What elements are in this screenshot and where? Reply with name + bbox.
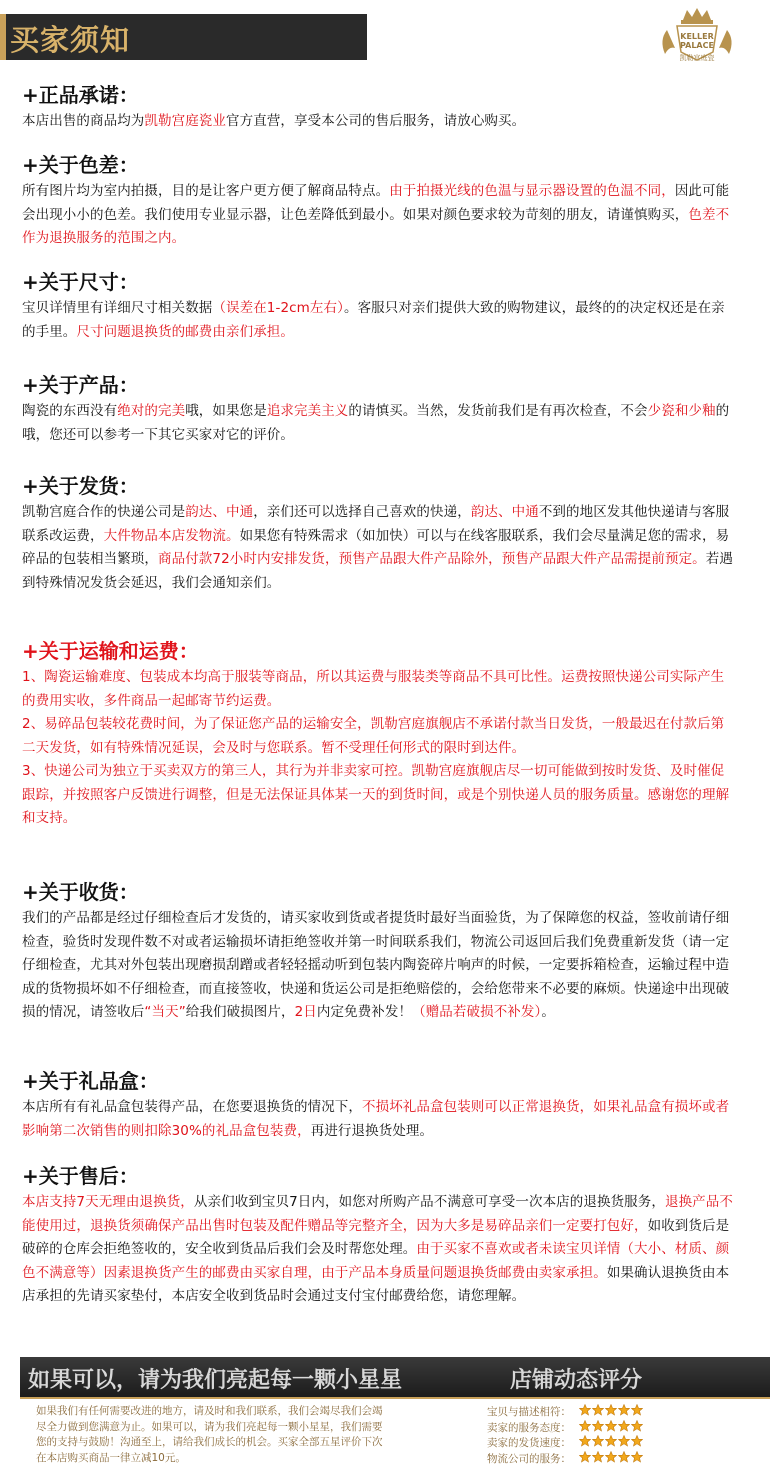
star-icon bbox=[579, 1404, 591, 1416]
section-receiving bbox=[22, 878, 734, 1025]
body-text: 内定免费补发！ bbox=[316, 1004, 413, 1020]
highlight-text: 2日 bbox=[294, 1004, 317, 1020]
star-icon bbox=[631, 1420, 643, 1432]
star-icon bbox=[592, 1420, 604, 1432]
body-text: 本店所有有礼品盒包装得产品，在您要退换货的情况下， bbox=[22, 1099, 362, 1115]
star-icon bbox=[592, 1435, 604, 1447]
rating-label: 宝贝与描述相符： bbox=[487, 1406, 571, 1418]
highlight-text: 2、易碎品包装较花费时间，为了保证您产品的运输安全，凯勒宫庭旗舰店不承诺付款当日发货，一般最迟在付款后第二天发货，如有特殊情况延误，会及时与您联系。暂不受理任何形式的限时到达件。 bbox=[22, 716, 725, 756]
section-body bbox=[22, 907, 734, 1025]
highlight-text: 尺寸问题退换货的邮费由亲们承担。 bbox=[76, 323, 295, 340]
star-icon bbox=[631, 1451, 643, 1463]
rating-label: 卖家的服务态度： bbox=[487, 1421, 571, 1434]
highlight-text: 3、快递公司为独立于买卖双方的第三人，其行为并非卖家可控。凯勒宫庭旗舰店尽一切可能做到按时发货、及时催促跟踪，并按照客户反馈进行调整，但是无法保证具体某一天的到货时间，或是个别快递人员的服务质量。感谢您的理解和支持。 bbox=[22, 763, 730, 826]
rating-row bbox=[487, 1435, 687, 1451]
section-body bbox=[22, 501, 734, 595]
section-title: +关于产品： bbox=[22, 373, 139, 397]
highlight-text: 退换产品不能使用过，退换货须确保产品出售时包装及配件赠品等完整齐全，因为大多是易碎品亲们一定要打包好， bbox=[22, 1194, 733, 1234]
section-color bbox=[22, 151, 734, 251]
star-icon bbox=[579, 1451, 591, 1463]
body-text: 我们的产品都是经过仔细检查后才发货的，请买家收到货或者提货时最好当面验货，为了保障您的权益，签收前请仔细检查，验货时发现件数不对或者运输损坏请拒绝签收并第一时间联系我们，物流公司返回后我们免费重新发货（请一定仔细检查，尤其对外包装出现磨损刮蹭或者轻轻摇动听到包装内陶瓷碎片响声的时候，一定要拆箱检查，运输过程中造成的货物损坏如不仔细检查，而直接签收，快递和货运公司是拒绝赔偿的，会给您带来不必要的麻烦。快递途中出现破损的情况，请签收后 bbox=[22, 910, 730, 1020]
section-title: +关于色差： bbox=[22, 153, 139, 177]
footer-left-title: 如果可以，请为我们亮起每一颗小星星 bbox=[28, 1368, 403, 1393]
star-icon bbox=[592, 1404, 604, 1416]
section-body bbox=[22, 666, 734, 831]
rating-stars bbox=[579, 1453, 644, 1465]
shop-ratings bbox=[487, 1404, 687, 1466]
body-text: 本店出售的商品均为 bbox=[22, 113, 145, 129]
section-body bbox=[22, 180, 734, 251]
logo-cn-text: 凯勒宫庭瓷 bbox=[679, 54, 715, 62]
page-title: 买家须知 bbox=[10, 23, 131, 57]
body-text: 所有图片均为室内拍摄，目的是让客户更方便了解商品特点。 bbox=[22, 183, 390, 199]
section-body bbox=[22, 297, 734, 344]
rating-stars bbox=[579, 1422, 644, 1434]
star-icon bbox=[605, 1435, 617, 1447]
star-icon bbox=[631, 1435, 643, 1447]
section-size bbox=[22, 268, 734, 344]
body-text: 陶瓷的东西没有 bbox=[22, 403, 118, 419]
highlight-text: 本店支持7天无理由退换货， bbox=[22, 1194, 194, 1210]
body-text: 如果您有特殊需求（如加快）可以与在线客服联系，我们会尽量满足您的需求，易碎品的包装相当繁琐， bbox=[22, 527, 730, 567]
section-body bbox=[22, 1096, 734, 1143]
highlight-text: 1、陶瓷运输难度、包装成本均高于服装等商品，所以其运费与服装类等商品不具可比性。运费按照快递公司实际产生的费用实收，多件商品一起邮寄节约运费。 bbox=[22, 669, 725, 709]
body-text: 如果确认退换货由本店承担的先请买家垫付，本店安全收到货品时会通过支付宝付邮费给您，请您理解。 bbox=[22, 1264, 730, 1304]
footer-banner bbox=[20, 1357, 770, 1397]
highlight-text: 由于拍摄光线的色温与显示器设置的色温不同， bbox=[389, 183, 675, 199]
body-text: 宝贝详情里有详细尺寸相关数据 bbox=[22, 300, 213, 316]
rating-row bbox=[487, 1420, 687, 1436]
footer-divider bbox=[20, 1397, 770, 1399]
section-giftbox bbox=[22, 1067, 734, 1143]
banner-accent bbox=[0, 14, 6, 60]
star-icon bbox=[579, 1435, 591, 1447]
star-icon bbox=[579, 1420, 591, 1432]
highlight-text: 追求完美主义 bbox=[266, 403, 349, 419]
highlight-text: 绝对的完美 bbox=[117, 403, 186, 419]
section-title: +关于运输和运费： bbox=[22, 639, 199, 663]
star-icon bbox=[605, 1451, 617, 1463]
star-icon bbox=[618, 1435, 630, 1447]
section-genuine bbox=[22, 81, 734, 134]
body-text: 的哦，您还可以参考一下其它买家对它的评价。 bbox=[22, 403, 730, 443]
body-text: 的请慎买。当然，发货前我们是有再次检查，不会 bbox=[348, 403, 648, 419]
section-title: +关于礼品盒： bbox=[22, 1069, 159, 1093]
section-body bbox=[22, 1191, 734, 1309]
section-title: +关于售后： bbox=[22, 1164, 139, 1188]
star-icon bbox=[605, 1404, 617, 1416]
rating-label: 物流公司的服务： bbox=[487, 1452, 571, 1465]
section-title: +正品承诺： bbox=[22, 83, 139, 107]
star-icon bbox=[631, 1404, 643, 1416]
star-icon bbox=[618, 1451, 630, 1463]
section-aftersale bbox=[22, 1162, 734, 1309]
footer-note: 如果我们有任何需要改进的地方，请及时和我们联系，我们会竭尽我们会竭尽全力做到您满意为止。如果可以，请为我们亮起每一颗小星星，我们需要您的支持与鼓励！沟通至上，请给我们成长的机会。买家全部五星评价下次在本店购买商品一律立减10元。 bbox=[36, 1405, 383, 1464]
highlight-text: “当天” bbox=[144, 1004, 186, 1020]
star-icon bbox=[605, 1420, 617, 1432]
highlight-text: 商品付款72小时内安排发货，预售产品跟大件产品除外，预售产品跟大件产品需提前预定。 bbox=[158, 551, 706, 567]
section-title: +关于发货： bbox=[22, 474, 139, 498]
highlight-text: 凯勒宫庭瓷业 bbox=[144, 113, 227, 129]
section-body bbox=[22, 400, 734, 447]
highlight-text: （误差在1-2cm左右） bbox=[212, 300, 344, 316]
body-text: 因此可能会出现小小的色差。我们使用专业显示器，让色差降低到最小。如果对颜色要求较为苛刻的朋友，请谨慎购买， bbox=[22, 183, 730, 223]
body-text: 哦，如果您是 bbox=[185, 403, 267, 419]
body-text: 。客服只对亲们提供大致的购物建议，最终的的决定权还是在亲的手里。 bbox=[22, 300, 725, 340]
rating-label: 卖家的发货速度： bbox=[487, 1437, 571, 1449]
rating-stars bbox=[579, 1437, 644, 1449]
brand-logo bbox=[647, 6, 747, 78]
star-icon bbox=[618, 1420, 630, 1432]
highlight-text: 由于买家不喜欢或者未读宝贝详情（大小、材质、颜色不满意等）因素退换货产生的邮费由买家自理，由于产品本身质量问题退换货邮费由卖家承担。 bbox=[22, 1241, 730, 1281]
section-freight bbox=[22, 637, 734, 831]
body-text: 给我们破损图片， bbox=[185, 1004, 295, 1020]
section-title: +关于尺寸： bbox=[22, 270, 139, 294]
section-title: +关于收货： bbox=[22, 880, 139, 904]
section-shipping bbox=[22, 472, 734, 595]
body-text: ，亲们还可以选择自己喜欢的快递， bbox=[253, 504, 471, 520]
highlight-text: 色差不作为退换服务的范围之内。 bbox=[22, 206, 730, 246]
highlight-text: 少瓷和少釉 bbox=[647, 403, 716, 419]
rating-row bbox=[487, 1404, 687, 1420]
body-text: 若遇到特殊情况发货会延迟，我们会通知亲们。 bbox=[22, 551, 733, 591]
body-text: 从亲们收到宝贝7日内，如您对所购产品不满意可享受一次本店的退换货服务， bbox=[193, 1194, 665, 1210]
body-text: 如收到货后是破碎的仓库会拒绝签收的，安全收到货品后我们会及时帮您处理。 bbox=[22, 1217, 730, 1257]
logo-brand-text: KELLER PALACE bbox=[680, 32, 714, 50]
star-icon bbox=[592, 1451, 604, 1463]
highlight-text: 韵达、中通 bbox=[470, 504, 539, 520]
highlight-text: （赠品若破损不补发） bbox=[412, 1004, 542, 1020]
header-banner bbox=[0, 14, 367, 60]
body-text: 凯勒宫庭合作的快递公司是 bbox=[22, 504, 186, 520]
body-text: 官方直营，享受本公司的售后服务，请放心购买。 bbox=[226, 113, 526, 129]
footer-right-title: 店铺动态评分 bbox=[510, 1368, 643, 1393]
star-icon bbox=[618, 1404, 630, 1416]
highlight-text: 韵达、中通 bbox=[185, 504, 254, 520]
highlight-text: 不损坏礼品盒包装则可以正常退换货，如果礼品盒有损坏或者影响第二次销售的则扣除30%的礼品盒包装费， bbox=[22, 1099, 730, 1139]
body-text: 再进行退换货处理。 bbox=[310, 1122, 434, 1139]
body-text: 。 bbox=[541, 1004, 555, 1020]
rating-stars bbox=[579, 1406, 644, 1418]
section-product bbox=[22, 371, 734, 447]
rating-row bbox=[487, 1451, 687, 1467]
body-text: 不到的地区发其他快递请与客服联系改运费， bbox=[22, 504, 730, 544]
section-body bbox=[22, 110, 734, 134]
highlight-text: 大件物品本店发物流。 bbox=[103, 527, 240, 544]
